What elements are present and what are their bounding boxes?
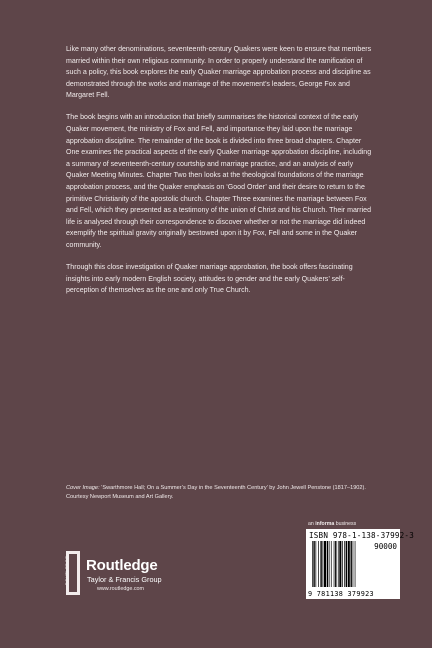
blurb-paragraph-2: The book begins with an introduction that briefly summarises the historical context of the early Quaker movement, the ministry of Fox and Fell, and importance they laid upon the marriage approbation discipline. The remainder of the book is divided into three broad chapters. Chapter One examines the practical aspects of the early Quaker marriage approbation discipline, including a summary of seventeenth-century courtship and marriage practice, and an analysis of early Quaker Meeting Minutes. Chapter Two then looks at the theological foundations of the marriage approbation process, and the Quaker emphasis on ‘Good Order’ and their desire to return to the primitive Christianity of the apostolic church. Chapter Three examines the marriage between Fox and Fell, which they presented as a testimony of the union of Christ and his Church. Their married life is analysed through their correspondence to discover whether or not the marriage did indeed exemplify the spiritual gravity originally bestowed upon it by Fox, Fell and some in the Quaker community. — [66, 114, 372, 249]
routledge-logo — [66, 551, 226, 597]
isbn-text: ISBN 978-1-138-37992-3 — [309, 531, 414, 540]
price-code: 90000 — [374, 542, 397, 551]
blurb-paragraph-1: Like many other denominations, seventeenth-century Quakers were keen to ensure that members married within their own religious community. In order to properly understand the ramification of such a policy, this book explores the early Quaker marriage approbation process and discipline as demonstrated through the works and marriage of the movement’s leaders, George Fox and Margaret Fell. — [66, 46, 372, 100]
cover-image-credit — [66, 484, 372, 502]
routledge-vertical-text: ROUTLEDGE — [64, 555, 70, 586]
informa-business-tag — [308, 521, 356, 527]
blurb-paragraph-3: Through this close investigation of Quaker marriage approbation, the book offers fascinating insights into early modern English society, attitudes to gender and the early Quakers’ self-perception of themselves as the one and only True Church. — [66, 264, 353, 295]
informa-suffix: business — [334, 521, 357, 527]
informa-prefix: an — [308, 521, 316, 527]
publisher-group: Taylor & Francis Group — [87, 575, 162, 584]
isbn-barcode — [306, 529, 414, 599]
cover-image-text: ‘Swarthmore Hall; On a Summer’s Day in the Seventeenth Century’ by John Jewell Penstone (1817–1902). Courtesy Newport Museum and Art Gallery. — [66, 485, 366, 500]
informa-name: informa — [315, 521, 335, 527]
publisher-url: www.routledge.com — [97, 586, 145, 592]
cover-image-label: Cover Image: — [66, 485, 100, 491]
barcode-bars-icon — [312, 541, 372, 589]
routledge-brand: Routledge — [86, 557, 158, 574]
back-cover-blurb — [66, 44, 372, 307]
barcode-digits: 9 781138 379923 — [308, 590, 374, 598]
